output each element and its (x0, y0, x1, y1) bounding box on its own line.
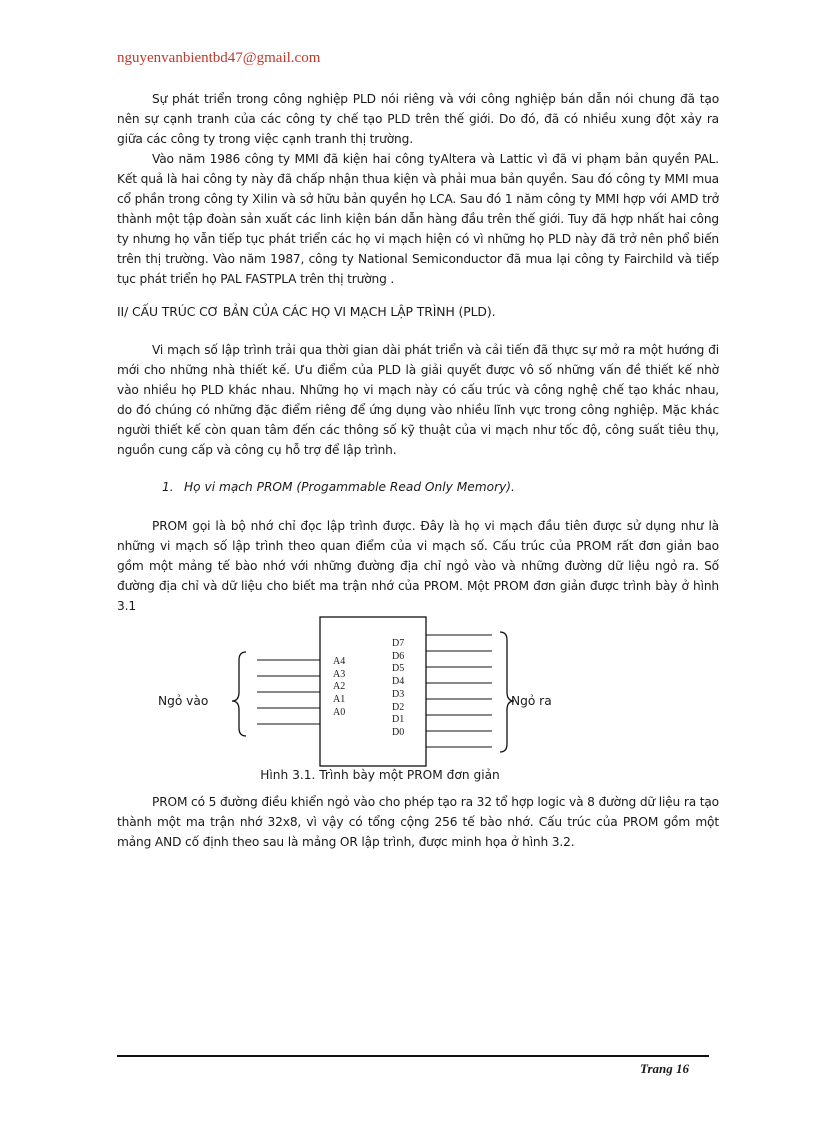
figure-caption: Hình 3.1. Trình bày một PROM đơn giản (260, 768, 500, 782)
data-pin: D0 (392, 726, 405, 738)
paragraph-pld-history: Vào năm 1986 công ty MMI đã kiện hai công tyAltera và Lattic vì đã vi phạm bản quyền PAL. Kết quả là hai công ty này đã chấp nhận thua kiện và phải mua bản quyền. Sau đó công ty MMI mua cổ phần trong công ty Xilin và sở hữu bản quyền họ LCA. Sau đó 1 năm công ty MMI hợp với AMD trở thành một tập đoàn sản xuất các linh kiện bán dẫn hàng đầu trên thế giới. Tuy đã hợp nhất hai công ty nhưng họ vẫn tiếp tục phát triển các họ vi mạch hiện có vì những họ PLD này đã trở nên phổ biến trên thị trường. Vào năm 1987, công ty National Semiconductor đã mua lại công ty Fairchild và tiếp tục phát triển họ PAL FASTPLA trên thị trường . (117, 152, 719, 286)
address-pin: A0 (333, 706, 346, 718)
address-pin: A4 (333, 656, 346, 667)
prom-diagram-drawing (140, 600, 620, 770)
address-pin-labels (333, 656, 345, 720)
subsection-title: Họ vi mạch PROM (Progammable Read Only Memory). (184, 480, 515, 494)
author-email: nguyenvanbientbd47@gmail.com (117, 50, 321, 66)
data-pin: D4 (392, 676, 405, 688)
input-label: Ngỏ vào (158, 694, 209, 708)
address-pin: A3 (333, 668, 346, 680)
footer-divider (117, 1055, 709, 1057)
subsection-number: 1. (162, 480, 174, 494)
data-pin: D3 (392, 688, 405, 700)
output-brace (500, 632, 514, 752)
paragraph-pld-overview: Vi mạch số lập trình trải qua thời gian dài phát triển và cải tiến đã thực sự mở ra một hướng đi mới cho những nhà thiết kế. Ưu điểm của PLD là giải quyết được vô số những vấn đề thiết kế nhờ vào nhiều họ PLD khác nhau. Những họ vi mạch này có cấu trúc và công nghệ chế tạo khác nhau, do đó chúng có những đặc điểm riêng để ứng dụng vào nhiều lĩnh vực trong công nghiệp. Mặc khác người thiết kế còn quan tâm đến các thông số kỹ thuật của vi mạch như tốc độ, công suất tiêu thụ, nguồn cung cấp và công cụ hỗ trợ để lập trình. (117, 343, 719, 457)
subsection-heading (162, 480, 515, 494)
section-heading: II/ CẤU TRÚC CƠ BẢN CỦA CÁC HỌ VI MẠCH LẬP TRÌNH (PLD). (117, 304, 496, 319)
data-pin-labels (392, 638, 404, 740)
page-number: Trang 16 (640, 1061, 689, 1076)
output-lines (426, 635, 492, 747)
output-label: Ngỏ ra (511, 694, 552, 708)
paragraph-prom-description: PROM gọi là bộ nhớ chỉ đọc lập trình được. Đây là họ vi mạch đầu tiên được sử dụng như là những vi mạch số lập trình theo quan điểm của vi mạch số. Cấu trúc của PROM rất đơn giản bao gồm một mảng tế bào nhớ với những đường địa chỉ ngỏ vào và những đường dữ liệu ngỏ ra. Số đường địa chỉ và dữ liệu cho biết ma trận nhớ của PROM. Một PROM đơn giản được trình bày ở hình 3.1 (117, 519, 719, 613)
paragraph-pld-competition: Sự phát triển trong công nghiệp PLD nói riêng và với công nghiệp bán dẫn nói chung đã tạo nên sự cạnh tranh của các công ty chế tạo PLD trên thế giới. Do đó, đã có nhiều xung đột xảy ra giữa các công ty trong việc cạnh tranh thị trường. (117, 92, 719, 146)
address-pin: A2 (333, 681, 346, 693)
input-brace (232, 652, 246, 736)
data-pin: D5 (392, 663, 405, 675)
paragraph-prom-structure: PROM có 5 đường điều khiển ngỏ vào cho phép tạo ra 32 tổ hợp logic và 8 đường dữ liệu ra tạo thành một ma trận nhớ 32x8, vì vậy có tổng cộng 256 tế bào nhớ. Cấu trúc của PROM gồm một mảng AND cố định theo sau là mảng OR lập trình, được minh họa ở hình 3.2. (117, 795, 719, 849)
data-pin: D1 (392, 714, 405, 726)
input-lines (257, 660, 320, 724)
prom-diagram (140, 600, 620, 780)
address-pin: A1 (333, 694, 346, 706)
data-pin: D2 (392, 701, 405, 713)
data-pin: D6 (392, 650, 405, 662)
data-pin: D7 (392, 638, 405, 649)
